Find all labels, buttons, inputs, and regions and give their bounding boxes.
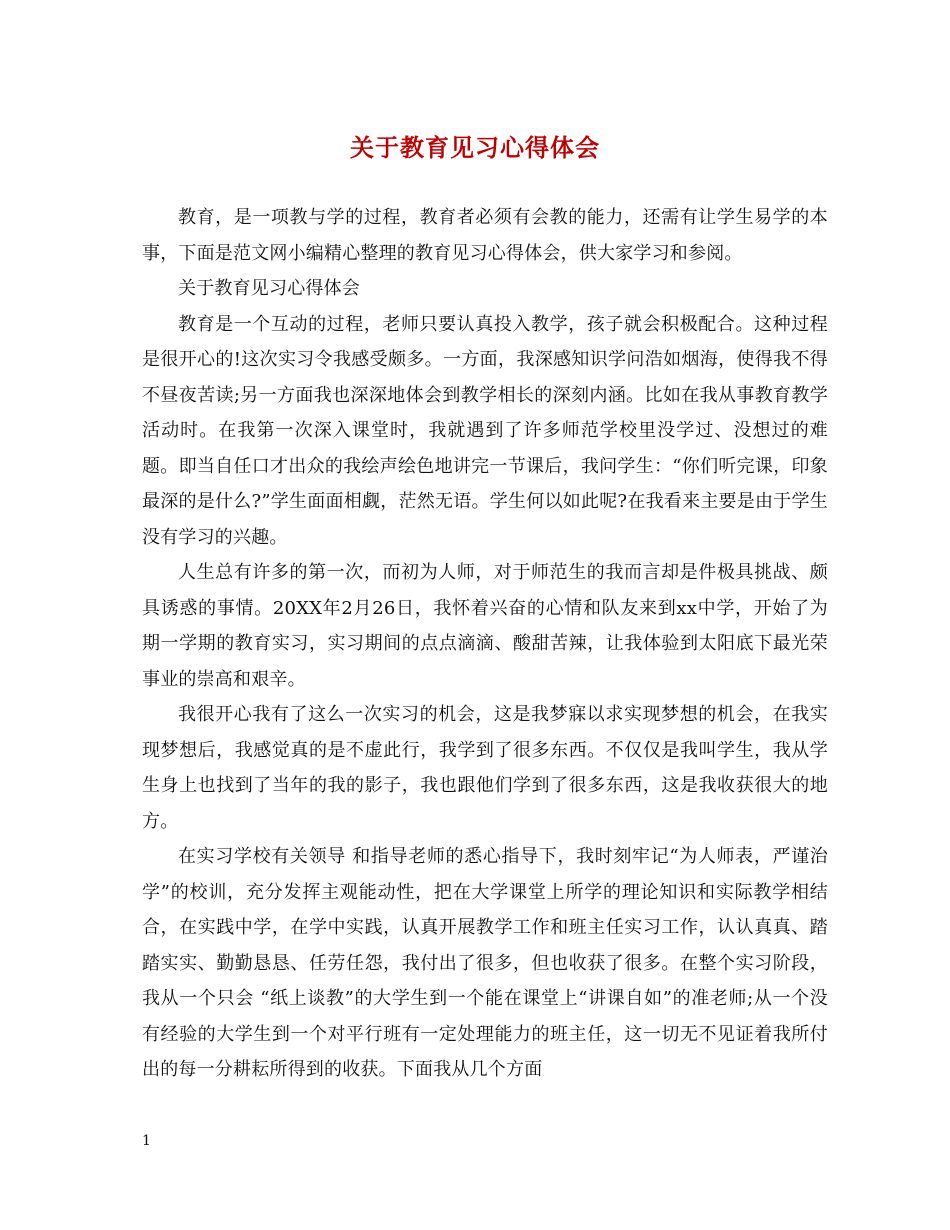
paragraph-opportunity: 我很开心我有了这么一次实习的机会，这是我梦寐以求实现梦想的机会，在我实现梦想后，我感觉真的是不虚此行，我学到了很多东西。不仅仅是我叫学生，我从学生身上也找到了当年的我的影子，我也跟他们学到了很多东西，这是我收获很大的地方。 — [142, 704, 828, 832]
document-title: 关于教育见习心得体会 — [350, 133, 600, 162]
paragraph-interaction: 教育是一个互动的过程，老师只要认真投入教学，孩子就会积极配合。这种过程是很开心的!这次实习令我感受颇多。一方面，我深感知识学问浩如烟海，使得我不得不昼夜苦读;另一方面我也深深地体会到教学相长的深刻内涵。比如在我从事教育教学活动时。在我第一次深入课堂时，我就遇到了许多师范学校里没学过、没想过的难题。即当自任口才出众的我绘声绘色地讲完一节课后，我问学生：“你们听完课，印象最深的是什么?”学生面面相觑，茫然无语。学生何以如此呢?在我看来主要是由于学生没有学习的兴趣。 — [142, 313, 828, 548]
document-body — [142, 200, 828, 1088]
paragraph-intro: 教育，是一项教与学的过程，教育者必须有会教的能力，还需有让学生易学的本事，下面是范文网小编精心整理的教育见习心得体会，供大家学习和参阅。 — [142, 207, 828, 264]
paragraph-first-time: 人生总有许多的第一次，而初为人师，对于师范生的我而言却是件极具挑战、颇具诱惑的事情。20XX年2月26日，我怀着兴奋的心情和队友来到xx中学，开始了为期一学期的教育实习，实习期间的点点滴滴、酸甜苦辣，让我体验到太阳底下最光荣事业的崇高和艰辛。 — [142, 562, 828, 690]
paragraph-subtitle: 关于教育见习心得体会 — [178, 278, 360, 299]
page-number: 1 — [142, 1133, 151, 1149]
paragraph-guidance: 在实习学校有关领导 和指导老师的悉心指导下，我时刻牢记“为人师表，严谨治学”的校训，充分发挥主观能动性，把在大学课堂上所学的理论知识和实际教学相结合，在实践中学，在学中实践，认真开展教学工作和班主任实习工作，认认真真、踏踏实实、勤勤恳恳、任劳任怨，我付出了很多，但也收获了很多。在整个实习阶段，我从一个只会 “纸上谈教”的大学生到一个能在课堂上“讲课自如”的准老师;从一个没有经验的大学生到一个对平行班有一定处理能力的班主任，这一切无不见证着我所付出的每一分耕耘所得到的收获。下面我从几个方面 — [142, 846, 828, 1080]
